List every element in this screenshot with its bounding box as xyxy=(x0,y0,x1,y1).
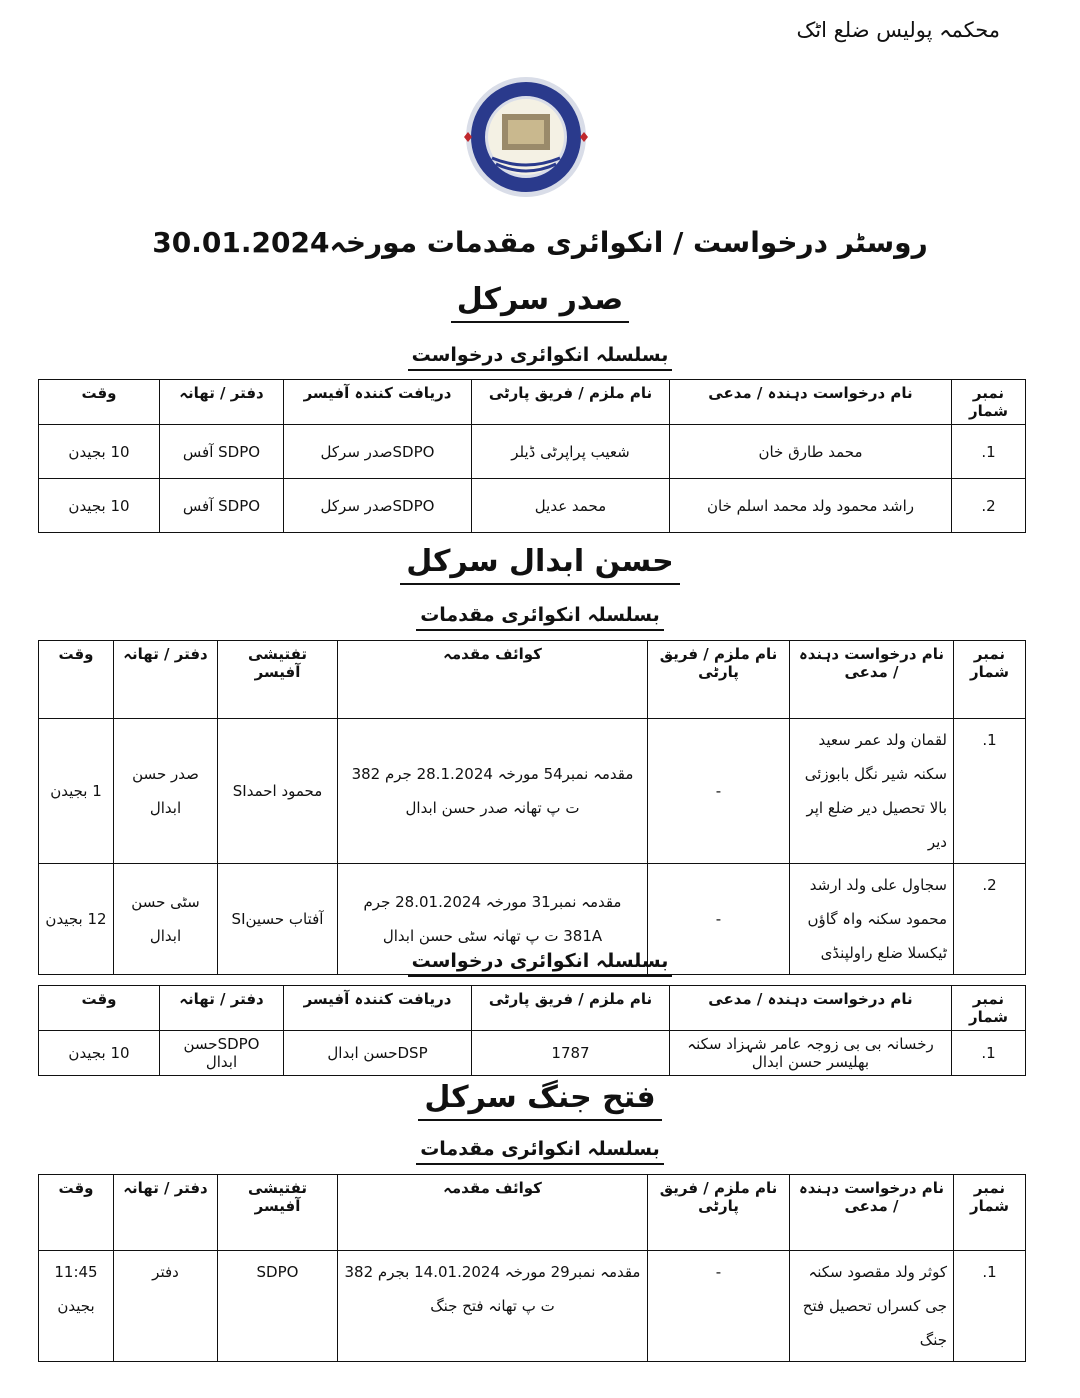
serial-cell: 2. xyxy=(952,479,1026,533)
header-cell: دفتر / تھانہ xyxy=(160,380,284,425)
serial-cell: 1. xyxy=(952,1031,1026,1076)
time-cell: 10 بجیدن xyxy=(39,425,160,479)
time-cell: 1 بجیدن xyxy=(39,719,114,864)
header-cell: وقت xyxy=(39,1175,114,1251)
table-row xyxy=(39,479,1026,533)
table-row xyxy=(39,425,1026,479)
table-header-row xyxy=(39,380,1026,425)
table-header-row xyxy=(39,1175,1026,1251)
header-cell: دریافت کنندہ آفیسر xyxy=(284,986,472,1031)
circle-title-hasan-abdal: حسن ابدال سرکل xyxy=(0,544,1080,585)
accused-cell: 1787 xyxy=(472,1031,670,1076)
section1-table xyxy=(38,379,1026,533)
case-details-cell: مقدمہ نمبر29 مورخہ 14.01.2024 بجرم 382 ت پ تھانہ فتح جنگ xyxy=(338,1251,648,1362)
header-cell: نام درخواست دہندہ / مدعی xyxy=(670,380,952,425)
accused-cell: - xyxy=(648,864,790,975)
police-logo xyxy=(456,72,596,202)
table-row xyxy=(39,719,1026,864)
applicant-cell: رخسانہ بی بی زوجہ عامر شہزاد سکنہ بھلیسر حسن ابدال xyxy=(670,1031,952,1076)
table-row xyxy=(39,1031,1026,1076)
investigating-officer-cell: SDPO xyxy=(218,1251,338,1362)
section4-table xyxy=(38,1174,1026,1362)
section1-subtitle: بسلسلہ انکوائری درخواست xyxy=(0,344,1080,371)
header-cell: تفتیشی آفیسر xyxy=(218,641,338,719)
circle-title-fateh-jang: فتح جنگ سرکل xyxy=(0,1080,1080,1121)
circle-title-sadar: صدر سرکل xyxy=(0,282,1080,323)
accused-cell: شعیب پراپرٹی ڈیلر xyxy=(472,425,670,479)
case-details-cell: مقدمہ نمبر54 مورخہ 28.1.2024 جرم 382 ت پ تھانہ صدر حسن ابدال xyxy=(338,719,648,864)
office-cell: SDPO آفس xyxy=(160,425,284,479)
header-cell: دفتر / تھانہ xyxy=(114,1175,218,1251)
serial-cell: 1. xyxy=(954,1251,1026,1362)
time-cell: 10 بجیدن xyxy=(39,1031,160,1076)
serial-cell: 1. xyxy=(954,719,1026,864)
serial-cell: 2. xyxy=(954,864,1026,975)
section3-table xyxy=(38,985,1026,1076)
accused-cell: محمد عدیل xyxy=(472,479,670,533)
header-cell: دریافت کنندہ آفیسر xyxy=(284,380,472,425)
header-cell: نمبر شمار xyxy=(954,1175,1026,1251)
officer-cell: SDPOصدر سرکل xyxy=(284,425,472,479)
applicant-cell: راشد محمود ولد محمد اسلم خان xyxy=(670,479,952,533)
header-cell: نام ملزم / فریق پارٹی xyxy=(648,641,790,719)
header-cell: دفتر / تھانہ xyxy=(114,641,218,719)
header-cell: وقت xyxy=(39,641,114,719)
office-cell: صدر حسن ابدال xyxy=(114,719,218,864)
section2-table xyxy=(38,640,1026,975)
header-cell: نام ملزم / فریق پارٹی xyxy=(472,986,670,1031)
header-cell: وقت xyxy=(39,986,160,1031)
office-cell: SDPO آفس xyxy=(160,479,284,533)
roster-title: روسٹر درخواست / انکوائری مقدمات مورخہ30.01.2024 xyxy=(152,226,928,259)
header-cell: نام درخواست دہندہ / مدعی xyxy=(790,1175,954,1251)
time-cell: 11:45 بجیدن xyxy=(39,1251,114,1362)
section2-subtitle: بسلسلہ انکوائری مقدمات xyxy=(0,604,1080,631)
applicant-cell: سجاول علی ولد ارشد محمود سکنہ واہ گاؤں ٹیکسلا ضلع راولپنڈی xyxy=(790,864,954,975)
investigating-officer-cell: آفتاب حسینSI xyxy=(218,864,338,975)
applicant-cell: کوثر ولد مقصود سکنہ جی کسراں تحصیل فتح جنگ xyxy=(790,1251,954,1362)
header-cell: نام درخواست دہندہ / مدعی xyxy=(790,641,954,719)
header-cell: کوائف مقدمہ xyxy=(338,1175,648,1251)
header-cell: نمبر شمار xyxy=(952,986,1026,1031)
table-header-row xyxy=(39,986,1026,1031)
department-name: محکمہ پولیس ضلع اٹک xyxy=(796,18,1000,42)
office-cell: SDPOحسن ابدال xyxy=(160,1031,284,1076)
applicant-cell: لقمان ولد عمر سعید سکنہ شیر نگل بابوزئی بالا تحصیل دیر ضلع اپر دیر xyxy=(790,719,954,864)
header-cell: تفتیشی آفیسر xyxy=(218,1175,338,1251)
header-cell: نام ملزم / فریق پارٹی xyxy=(472,380,670,425)
table-header-row xyxy=(39,641,1026,719)
time-cell: 12 بجیدن xyxy=(39,864,114,975)
office-cell: دفتر xyxy=(114,1251,218,1362)
header-cell: نام درخواست دہندہ / مدعی xyxy=(670,986,952,1031)
serial-cell: 1. xyxy=(952,425,1026,479)
section4-subtitle: بسلسلہ انکوائری مقدمات xyxy=(0,1138,1080,1165)
office-cell: سٹی حسن ابدال xyxy=(114,864,218,975)
accused-cell: - xyxy=(648,719,790,864)
header-cell: نمبر شمار xyxy=(954,641,1026,719)
header-cell: دفتر / تھانہ xyxy=(160,986,284,1031)
header-cell: نمبر شمار xyxy=(952,380,1026,425)
officer-cell: SDPOصدر سرکل xyxy=(284,479,472,533)
header-cell: وقت xyxy=(39,380,160,425)
table-row xyxy=(39,1251,1026,1362)
accused-cell: - xyxy=(648,1251,790,1362)
header-cell: نام ملزم / فریق پارٹی xyxy=(648,1175,790,1251)
case-details-cell: مقدمہ نمبر31 مورخہ 28.01.2024 جرم 381A ت پ تھانہ سٹی حسن ابدال xyxy=(338,864,648,975)
time-cell: 10 بجیدن xyxy=(39,479,160,533)
applicant-cell: محمد طارق خان xyxy=(670,425,952,479)
section3-subtitle: بسلسلہ انکوائری درخواست xyxy=(0,950,1080,977)
header-cell: کوائف مقدمہ xyxy=(338,641,648,719)
officer-cell: DSPحسن ابدال xyxy=(284,1031,472,1076)
investigating-officer-cell: محمود احمدSI xyxy=(218,719,338,864)
